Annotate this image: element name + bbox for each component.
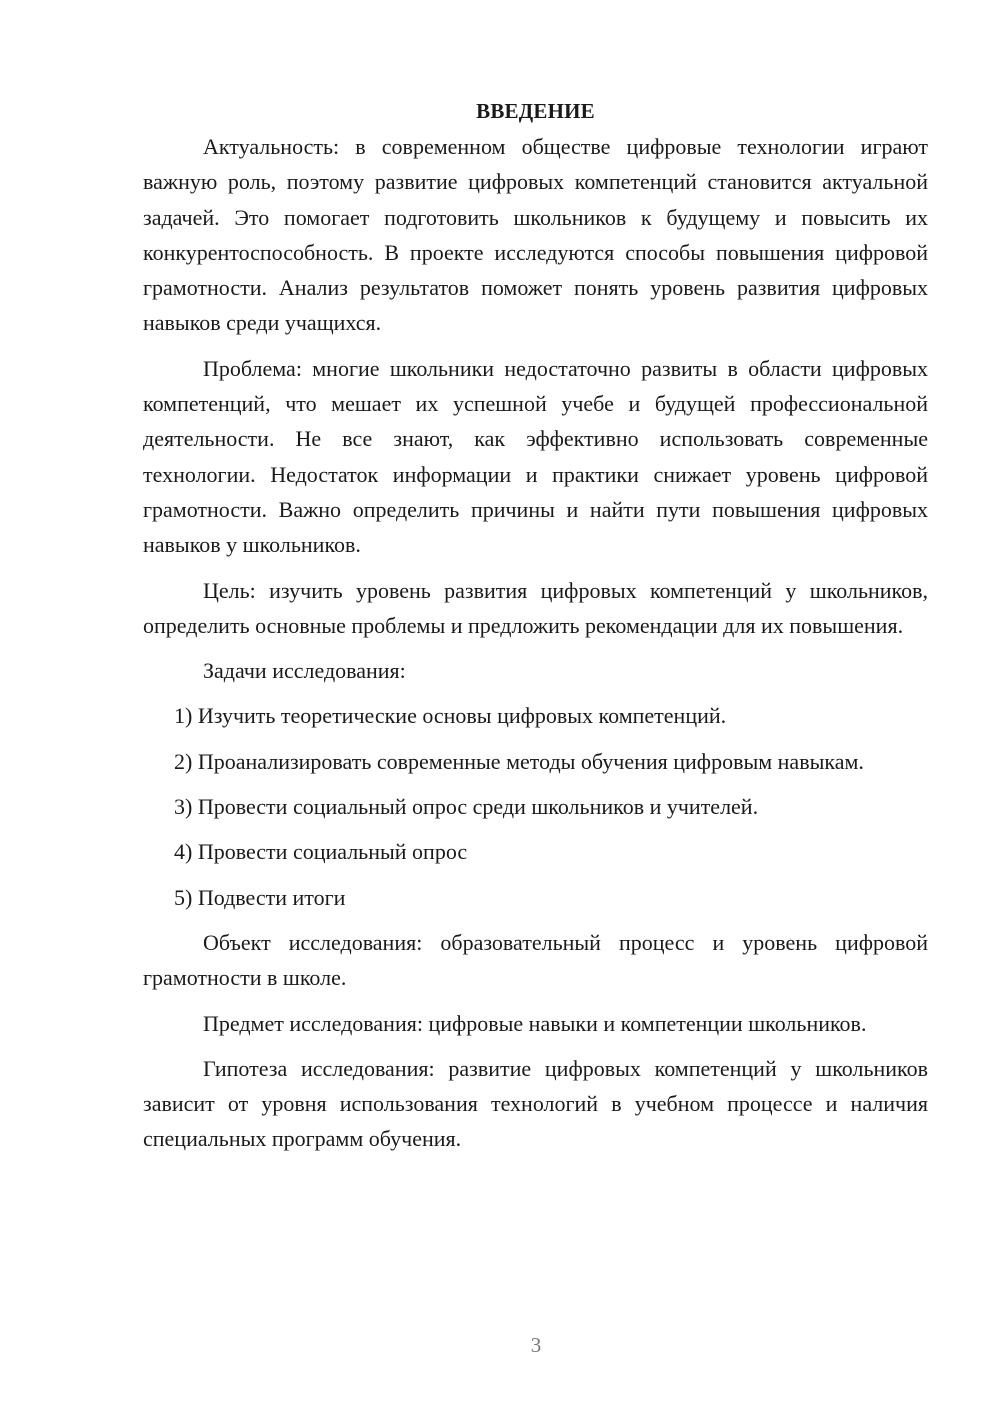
relevance-paragraph: Актуальность: в современном обществе цифровые технологии играют важную роль, поэтому развитие цифровых компетенций становится актуальной задачей. Это помогает подготовить школьников к будущему и повысить их конкурентоспособность. В проекте исследуются способы повышения цифровой грамотности. Анализ результатов поможет понять уровень развития цифровых навыков среди учащихся. — [143, 134, 928, 336]
tasks-heading: Задачи исследования: — [203, 658, 406, 684]
goal-paragraph: Цель: изучить уровень развития цифровых компетенций у школьников, определить основные проблемы и предложить рекомендации для их повышения. — [143, 577, 928, 638]
task-item-1: 1) Изучить теоретические основы цифровых компетенций. — [174, 703, 727, 729]
problem-paragraph: Проблема: многие школьники недостаточно развиты в области цифровых компетенций, что мешает их успешной учебе и будущей профессиональной деятельности. Не все знают, как эффективно использовать современные технологии. Недостаток информации и практики снижает уровень цифровой грамотности. Важно определить причины и найти пути повышения цифровых навыков у школьников. — [143, 355, 928, 558]
task-item-3: 3) Провести социальный опрос среди школьников и учителей. — [174, 794, 759, 820]
subject-paragraph: Предмет исследования: цифровые навыки и компетенции школьников. — [203, 1010, 867, 1036]
page-content — [143, 96, 928, 1157]
page-number: 3 — [530, 1333, 542, 1357]
hypothesis-paragraph: Гипотеза исследования: развитие цифровых компетенций у школьников зависит от уровня использования технологий в учебном процессе и наличия специальных программ обучения. — [143, 1055, 928, 1152]
task-item-4: 4) Провести социальный опрос — [174, 839, 468, 865]
page-title: ВВЕДЕНИЕ — [476, 99, 595, 123]
object-paragraph: Объект исследования: образовательный процесс и уровень цифровой грамотности в школе. — [143, 929, 928, 991]
task-item-2: 2) Проанализировать современные методы обучения цифровым навыкам. — [174, 748, 864, 774]
task-item-5: 5) Подвести итоги — [174, 884, 346, 910]
